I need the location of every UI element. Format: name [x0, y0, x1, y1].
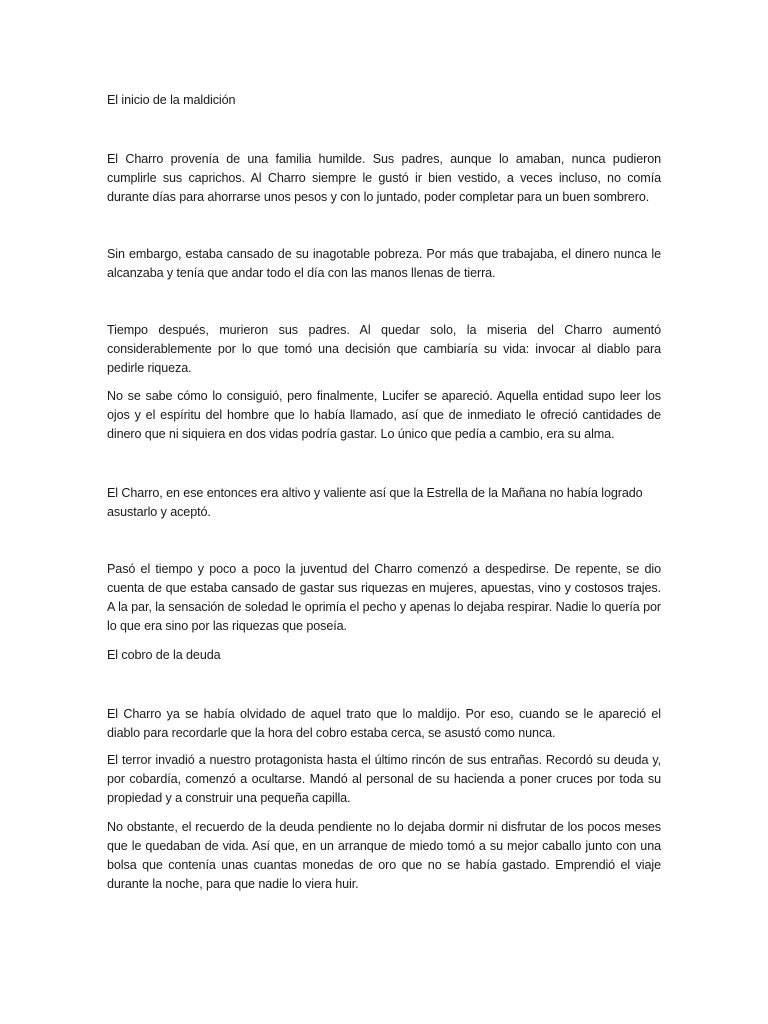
section-heading-debt-collection: El cobro de la deuda: [107, 648, 221, 662]
paragraph: Sin embargo, estaba cansado de su inagotable pobreza. Por más que trabajaba, el dinero nunca le alcanzaba y tenía que andar todo el día con las manos llenas de tierra.: [107, 247, 661, 280]
paragraph: Tiempo después, murieron sus padres. Al quedar solo, la miseria del Charro aumentó considerablemente por lo que tomó una decisión que cambiaría su vida: invocar al diablo para pedirle riqueza.: [107, 323, 661, 375]
paragraph: El Charro, en ese entonces era altivo y valiente así que la Estrella de la Mañana no había logrado asustarlo y aceptó.: [107, 486, 643, 519]
paragraph: El Charro ya se había olvidado de aquel trato que lo maldijo. Por eso, cuando se le apareció el diablo para recordarle que la hora del cobro estaba cerca, se asustó como nunca.: [107, 707, 661, 740]
section-heading-curse-origin: El inicio de la maldición: [107, 93, 236, 107]
paragraph: No obstante, el recuerdo de la deuda pendiente no lo dejaba dormir ni disfrutar de los pocos meses que le quedaban de vida. Así que, en un arranque de miedo tomó a su mejor caballo junto con una bolsa que contenía unas cuantas monedas de oro que no se había gastado. Emprendió el viaje durante la noche, para que nadie lo viera huir.: [107, 820, 661, 891]
paragraph: No se sabe cómo lo consiguió, pero finalmente, Lucifer se apareció. Aquella entidad supo leer los ojos y el espíritu del hombre que lo había llamado, así que de inmediato le ofreció cantidades de dinero que ni siquiera en dos vidas podría gastar. Lo único que pedía a cambio, era su alma.: [107, 389, 661, 441]
paragraph: Pasó el tiempo y poco a poco la juventud del Charro comenzó a despedirse. De repente, se dio cuenta de que estaba cansado de gastar sus riquezas en mujeres, apuestas, vino y costosos trajes. A la par, la sensación de soledad le oprimía el pecho y apenas lo dejaba respirar. Nadie lo quería por lo que era sino por las riquezas que poseía.: [107, 562, 661, 633]
paragraph: El terror invadió a nuestro protagonista hasta el último rincón de sus entrañas. Recordó su deuda y, por cobardía, comenzó a ocultarse. Mandó al personal de su hacienda a poner cruces por toda su propiedad y a construir una pequeña capilla.: [107, 753, 661, 805]
paragraph: El Charro provenía de una familia humilde. Sus padres, aunque lo amaban, nunca pudieron cumplirle sus caprichos. Al Charro siempre le gustó ir bien vestido, a veces incluso, no comía durante días para ahorrarse unos pesos y con lo juntado, poder completar para un buen sombrero.: [107, 152, 661, 204]
